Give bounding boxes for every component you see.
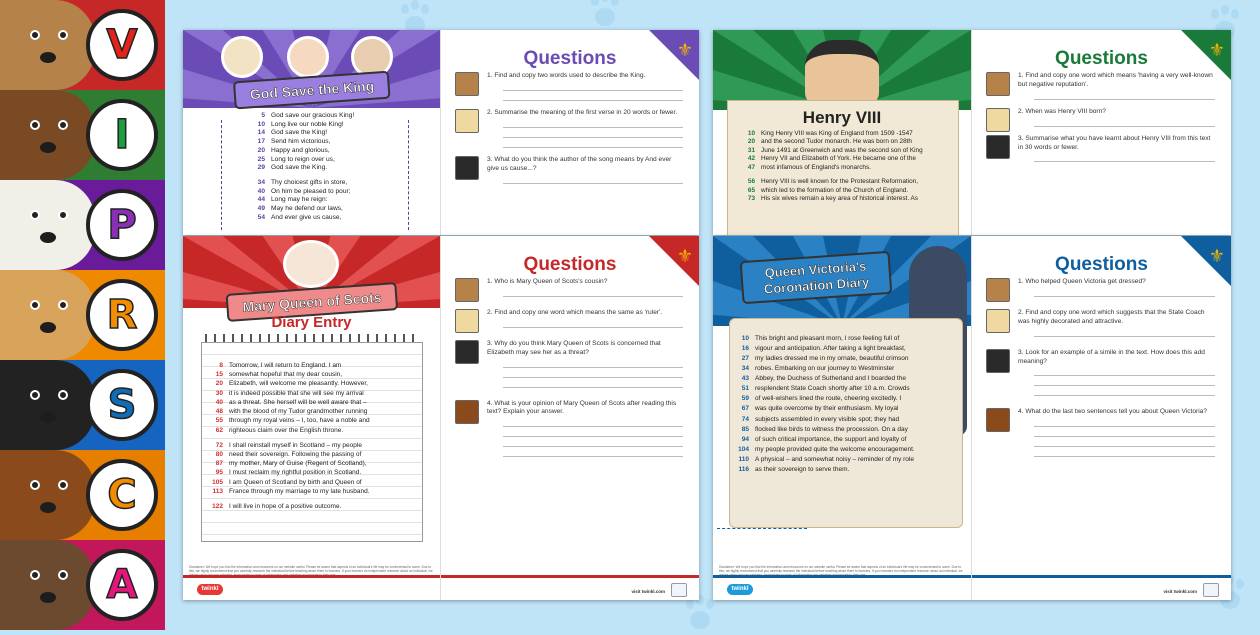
dog-face-icon	[0, 90, 95, 180]
line-text: June 1491 at Greenwich and was the second son of King	[761, 146, 923, 154]
answer-line[interactable]	[503, 287, 683, 297]
line-number: 29	[257, 164, 265, 172]
dog-face-icon	[455, 72, 479, 96]
line-text: May he defend our laws,	[271, 205, 343, 213]
line-number: 10	[257, 120, 265, 128]
question-item	[455, 309, 683, 328]
text-line	[727, 354, 963, 364]
answer-line[interactable]	[503, 118, 683, 128]
page-title: Mary Queen of Scots	[225, 282, 398, 322]
answer-line[interactable]	[503, 138, 683, 148]
line-text: Happy and glorious,	[271, 146, 330, 154]
question-text: 4. What do the last two sentences tell you about Queen Victoria?	[1018, 408, 1208, 416]
question-item	[986, 278, 1215, 297]
line-number: 5	[261, 112, 265, 119]
answer-line[interactable]	[503, 437, 683, 447]
answer-line[interactable]	[1034, 376, 1215, 386]
footer-bar	[441, 575, 699, 578]
question-item	[455, 340, 683, 388]
question-text: 3. What do you think the author of the song means by And ever give us cause...?	[487, 155, 672, 172]
line-text: Henry VIII is well known for the Protestant Reformation,	[761, 178, 918, 186]
question-text: 3. Summarise what you have learnt about Henry VIII from this text in 30 words or fewer.	[1018, 134, 1211, 151]
text-line	[733, 138, 963, 146]
footer	[972, 580, 1231, 600]
text-line	[201, 370, 421, 379]
dog-face-icon	[455, 109, 479, 133]
question-text: 2. Summarise the meaning of the first verse in 20 words or fewer.	[487, 108, 678, 116]
text-line	[243, 112, 413, 121]
footer-bar	[972, 575, 1231, 578]
text-line	[201, 468, 421, 477]
line-text: Abbey, the Duchess of Sutherland and I boarded the	[755, 375, 906, 383]
question-text: 2. Find and copy one word which suggests that the State Coach was highly decorated and attractive.	[1018, 308, 1205, 325]
footer	[183, 580, 440, 600]
question-item	[986, 108, 1215, 127]
text-line	[733, 195, 963, 203]
viprsca-letter: P	[86, 189, 158, 261]
text-line	[201, 407, 421, 416]
text-line	[201, 459, 421, 468]
disclaimer: Disclaimer: We hope you find the information and resources on our website useful. Please be aware that aspects of an individual's life may be controversial to some. Due to this, we highly recommend that you carefully research the individual before teaching about them to learners. If your learners do independent research about an individual, we	[719, 565, 963, 574]
text-body	[727, 334, 963, 475]
fleur-de-lis-icon: ⚜	[676, 40, 693, 60]
worksheet-mary-queen-of-scots	[183, 236, 699, 600]
line-number: 42	[747, 155, 755, 163]
text-line	[727, 425, 963, 435]
line-text: subjects assembled in every visible spot; they had	[755, 415, 900, 423]
footer	[713, 580, 971, 600]
line-text: I shall reinstall myself in Scotland – my people	[229, 441, 362, 449]
question-text: 1. Find and copy two words used to describe the King.	[487, 72, 646, 79]
answer-line[interactable]	[1034, 427, 1215, 437]
line-number: 72	[215, 441, 223, 449]
paw-print-icon	[680, 595, 720, 635]
paw-print-icon	[585, 0, 625, 32]
text-line	[201, 502, 421, 511]
line-number: 94	[741, 435, 749, 443]
question-item	[986, 309, 1215, 337]
line-number: 80	[215, 450, 223, 458]
line-text: Henry VII and Elizabeth of York. He became one of the	[761, 155, 916, 163]
dog-face-icon	[986, 349, 1010, 373]
question-text: 2. Find and copy one word which means the same as 'ruler'.	[487, 308, 663, 316]
line-number: 51	[741, 385, 749, 393]
page-title: God Save the King	[232, 71, 390, 110]
line-number: 65	[747, 186, 755, 194]
line-number: 95	[215, 469, 223, 477]
twinkl-logo-icon: twinkl	[197, 584, 223, 595]
line-text: my people provided quite the welcome encouragement.	[755, 445, 915, 453]
answer-line[interactable]	[1034, 366, 1215, 376]
answer-line[interactable]	[503, 318, 683, 328]
line-text: I am Queen of Scotland by birth and Queen of	[229, 478, 362, 486]
line-text: Send him victorious,	[271, 138, 331, 146]
text-line	[733, 164, 963, 172]
line-number: 10	[747, 130, 755, 137]
fleur-de-lis-icon: ⚜	[1208, 40, 1225, 60]
footer-bar	[713, 575, 971, 578]
section-heading: Diary Entry	[271, 314, 352, 331]
viprsca-letter: S	[86, 369, 158, 441]
answer-line[interactable]	[1034, 417, 1215, 427]
answer-line[interactable]	[1034, 90, 1215, 100]
text-line	[201, 398, 421, 407]
dog-face-icon	[0, 180, 95, 270]
line-text: through my royal veins – I, too, have a noble and	[229, 417, 370, 425]
answer-line[interactable]	[503, 358, 683, 368]
text-line	[201, 379, 421, 388]
text-body	[733, 130, 963, 204]
line-text: flocked like birds to witness the procession. On a day	[755, 425, 908, 433]
questions-list	[455, 278, 683, 469]
line-text: of such critical importance, the support and loyalty of	[755, 435, 907, 443]
text-line	[201, 426, 421, 435]
answer-line[interactable]	[503, 417, 683, 427]
text-line	[243, 179, 413, 188]
line-text: it is indeed possible that she will see my arrival	[229, 389, 364, 397]
answer-line[interactable]	[1034, 117, 1215, 127]
line-text: which led to the formation of the Church of England.	[761, 186, 909, 194]
portrait	[805, 40, 879, 106]
line-text: His six wives remain a key area of historical interest. As	[761, 195, 918, 203]
viprsca-strip	[0, 0, 165, 630]
line-text: Thy choicest gifts in store,	[271, 178, 348, 186]
line-text: Long may he reign:	[271, 196, 328, 204]
dog-face-icon	[0, 270, 95, 360]
reading-page	[713, 30, 972, 235]
line-text: need their sovereign. Following the passing of	[229, 450, 362, 458]
dog-face-icon	[0, 0, 95, 90]
questions-page	[441, 30, 699, 235]
quality-badge-icon	[671, 583, 687, 597]
answer-line[interactable]	[503, 81, 683, 91]
line-text: King Henry VIII was King of England from 1509 -1547	[761, 130, 913, 137]
line-number: 73	[747, 195, 755, 203]
line-number: 54	[257, 213, 265, 221]
worksheet-god-save-the-king	[183, 30, 699, 235]
text-line	[201, 450, 421, 459]
dog-face-icon	[0, 540, 95, 630]
line-number: 87	[215, 460, 223, 468]
text-line	[201, 487, 421, 496]
text-line	[727, 374, 963, 384]
line-text: Tomorrow, I will return to England. I am	[229, 362, 342, 369]
dog-face-icon	[986, 135, 1010, 159]
questions-list	[455, 72, 683, 192]
text-line	[727, 364, 963, 374]
dog-face-icon	[986, 408, 1010, 432]
reading-page	[183, 30, 441, 235]
question-text: 4. What is your opinion of Mary Queen of Scots after reading this text? Explain your answer.	[487, 399, 677, 416]
fleur-de-lis-icon: ⚜	[676, 246, 693, 266]
footer	[441, 580, 699, 600]
question-text: 3. Look for an example of a simile in the text. How does this add meaning?	[1018, 348, 1205, 365]
line-number: 47	[747, 163, 755, 171]
text-line	[733, 178, 963, 186]
footer-bar	[183, 575, 440, 578]
line-text: was quite overcome by their enthusiasm. My loyal	[755, 405, 899, 413]
question-item	[455, 156, 683, 184]
text-line	[727, 445, 963, 455]
line-number: 116	[738, 465, 749, 473]
answer-line[interactable]	[1034, 327, 1215, 337]
line-number: 14	[257, 129, 265, 137]
text-line	[727, 384, 963, 394]
dog-face-icon	[986, 278, 1010, 302]
text-line	[727, 455, 963, 465]
dog-face-icon	[0, 450, 95, 540]
line-number: 59	[741, 395, 749, 403]
portrait	[221, 36, 263, 78]
questions-page	[441, 236, 699, 600]
line-number: 34	[741, 365, 749, 373]
line-number: 17	[257, 138, 265, 146]
text-line	[733, 130, 963, 138]
line-number: 40	[215, 398, 223, 406]
reading-page	[713, 236, 972, 600]
question-text: 1. Who is Mary Queen of Scots's cousin?	[487, 278, 608, 285]
line-text: I will live in hope of a positive outcome.	[229, 503, 342, 511]
line-text: of well-wishers lined the route, cheering excitedly. I	[755, 395, 902, 403]
website-link[interactable]: visit twinkl.com	[631, 589, 665, 594]
answer-line[interactable]	[503, 378, 683, 388]
question-item	[986, 408, 1215, 457]
fleur-de-lis-icon: ⚜	[1208, 246, 1225, 266]
line-number: 56	[747, 178, 755, 186]
line-text: as their sovereign to serve them.	[755, 465, 850, 473]
line-text: A physical – and somewhat noisy – reminder of my role	[755, 455, 914, 463]
text-line	[201, 389, 421, 398]
text-line	[727, 435, 963, 445]
line-text: Elizabeth, will welcome me pleasantly. However,	[229, 380, 368, 388]
answer-line[interactable]	[1034, 386, 1215, 396]
portrait	[283, 240, 339, 288]
portrait	[287, 36, 329, 78]
line-number: 85	[741, 425, 749, 433]
questions-list	[986, 72, 1215, 170]
text-line	[243, 164, 413, 173]
text-line	[727, 344, 963, 354]
line-text: France through my marriage to my late husband.	[229, 487, 370, 495]
text-body	[243, 112, 413, 222]
line-number: 16	[741, 345, 749, 353]
line-number: 55	[215, 417, 223, 425]
text-line	[243, 188, 413, 197]
website-link[interactable]: visit twinkl.com	[1163, 589, 1197, 594]
line-number: 20	[215, 380, 223, 388]
line-number: 44	[257, 196, 265, 204]
text-line	[201, 441, 421, 450]
dog-face-icon	[455, 340, 479, 364]
dog-face-icon	[455, 309, 479, 333]
line-text: God save the King!	[271, 129, 328, 137]
line-number: 43	[741, 375, 749, 383]
worksheet-queen-victoria	[713, 236, 1231, 600]
text-line	[727, 415, 963, 425]
line-text: This bright and pleasant morn, I rose feeling full of	[755, 335, 900, 342]
line-text: somewhat hopeful that my dear cousin,	[229, 371, 343, 379]
viprsca-letter: C	[86, 459, 158, 531]
line-text: with the blood of my Tudor grandmother running	[229, 408, 368, 416]
text-line	[243, 214, 413, 223]
line-number: 105	[212, 478, 223, 486]
line-number: 20	[257, 146, 265, 154]
question-item	[455, 400, 683, 458]
line-number: 27	[741, 355, 749, 363]
line-number: 40	[257, 187, 265, 195]
text-line	[243, 129, 413, 138]
line-number: 10	[741, 335, 749, 342]
quality-badge-icon	[1203, 583, 1219, 597]
dog-face-icon	[455, 156, 479, 180]
line-number: 34	[257, 178, 265, 186]
answer-line[interactable]	[1034, 152, 1215, 162]
page-title: Henry VIII	[802, 108, 882, 127]
line-number: 20	[747, 138, 755, 146]
questions-title: Questions	[1055, 48, 1148, 69]
line-number: 48	[215, 408, 223, 416]
text-line	[243, 156, 413, 165]
text-line	[243, 138, 413, 147]
text-line	[727, 465, 963, 475]
questions-list	[986, 278, 1215, 469]
line-number: 104	[738, 445, 749, 453]
line-text: my ladies dressed me in my ornate, beautiful crimson	[755, 355, 909, 363]
answer-line[interactable]	[1034, 437, 1215, 447]
answer-line[interactable]	[503, 447, 683, 457]
line-number: 49	[257, 205, 265, 213]
question-item	[455, 278, 683, 297]
answer-line[interactable]	[1034, 447, 1215, 457]
text-line	[243, 147, 413, 156]
questions-title: Questions	[523, 254, 617, 275]
text-line	[201, 361, 421, 370]
questions-title: Questions	[523, 48, 617, 69]
text-line	[727, 404, 963, 414]
page-title: Queen Victoria's Coronation Diary	[740, 251, 893, 305]
line-text: And ever give us cause,	[271, 213, 342, 221]
text-line	[733, 147, 963, 155]
line-text: Long to reign over us,	[271, 155, 335, 163]
questions-page	[972, 30, 1231, 235]
line-text: vigour and anticipation. After taking a light breakfast,	[755, 345, 906, 353]
line-text: God save the King.	[271, 164, 328, 172]
question-text: 1. Who helped Queen Victoria get dressed?	[1018, 278, 1146, 285]
divider	[717, 528, 807, 529]
line-number: 74	[741, 415, 749, 423]
line-text: righteous claim over the English throne.	[229, 426, 344, 434]
line-text: God save our gracious King!	[271, 112, 355, 119]
line-text: On him be pleased to pour;	[271, 187, 351, 195]
answer-line[interactable]	[1034, 287, 1215, 297]
line-number: 8	[219, 362, 223, 369]
answer-line[interactable]	[503, 128, 683, 138]
line-text: Long live our noble King!	[271, 120, 344, 128]
divider	[408, 120, 409, 230]
line-number: 30	[215, 389, 223, 397]
text-line	[201, 478, 421, 487]
text-body	[201, 361, 421, 511]
dog-face-icon	[986, 72, 1010, 96]
line-number: 15	[215, 371, 223, 379]
line-number: 113	[212, 487, 223, 495]
text-line	[733, 187, 963, 195]
question-text: 3. Why do you think Mary Queen of Scots is concerned that Elizabeth may see her as a threat?	[487, 339, 661, 356]
line-number: 62	[215, 426, 223, 434]
viprsca-letter: I	[86, 99, 158, 171]
line-number: 25	[257, 155, 265, 163]
question-item	[455, 72, 683, 101]
questions-page	[972, 236, 1231, 600]
line-text: and the second Tudor monarch. He was born on 28th	[761, 138, 912, 146]
twinkl-logo-icon: twinkl	[727, 584, 753, 595]
line-text: resplendent State Coach shortly after 10 a.m. Crowds	[755, 385, 910, 393]
reading-page	[183, 236, 441, 600]
answer-line[interactable]	[503, 368, 683, 378]
question-item	[986, 349, 1215, 397]
question-item	[986, 72, 1215, 100]
text-line	[243, 205, 413, 214]
question-text: 2. When was Henry VIII born?	[1018, 107, 1106, 115]
line-number: 110	[738, 455, 749, 463]
answer-line[interactable]	[503, 174, 683, 184]
disclaimer: Disclaimer: We hope you find the information and resources on our website useful. Please be aware that aspects of an individual's life may be controversial to some. Due to this, we highly recommend that you carefully research the individual before teaching about them to learners. If your learners do independent research about an individual, we	[189, 565, 433, 574]
dog-face-icon	[0, 360, 95, 450]
viprsca-letter: R	[86, 279, 158, 351]
question-item	[986, 135, 1215, 163]
answer-line[interactable]	[503, 427, 683, 437]
questions-title: Questions	[1055, 254, 1148, 275]
dog-face-icon	[986, 108, 1010, 132]
line-text: my mother, Mary of Guise (Regent of Scotland),	[229, 460, 367, 468]
line-number: 31	[747, 146, 755, 154]
line-text: I must reclaim my rightful position in Scotland.	[229, 469, 362, 477]
text-line	[201, 416, 421, 425]
dog-face-icon	[986, 309, 1010, 333]
line-text: as a threat. She herself will be well aware that –	[229, 398, 367, 406]
worksheet-henry-viii	[713, 30, 1231, 235]
question-text: 1. Find and copy one word which means 'having a very well-known but negative reputation'.	[1018, 72, 1213, 88]
viprsca-letter: V	[86, 9, 158, 81]
line-number: 67	[741, 405, 749, 413]
line-text: most infamous of England's monarchs.	[761, 163, 871, 171]
line-text: robes. Embarking on our journey to Westminster	[755, 365, 895, 373]
dog-face-icon	[455, 278, 479, 302]
answer-line[interactable]	[503, 91, 683, 101]
question-item	[455, 109, 683, 148]
line-number: 122	[212, 503, 223, 511]
viprsca-letter: A	[86, 549, 158, 621]
dog-face-icon	[455, 400, 479, 424]
text-line	[727, 334, 963, 344]
text-line	[243, 121, 413, 130]
text-line	[243, 196, 413, 205]
divider	[221, 120, 222, 230]
text-line	[727, 394, 963, 404]
text-line	[733, 155, 963, 163]
